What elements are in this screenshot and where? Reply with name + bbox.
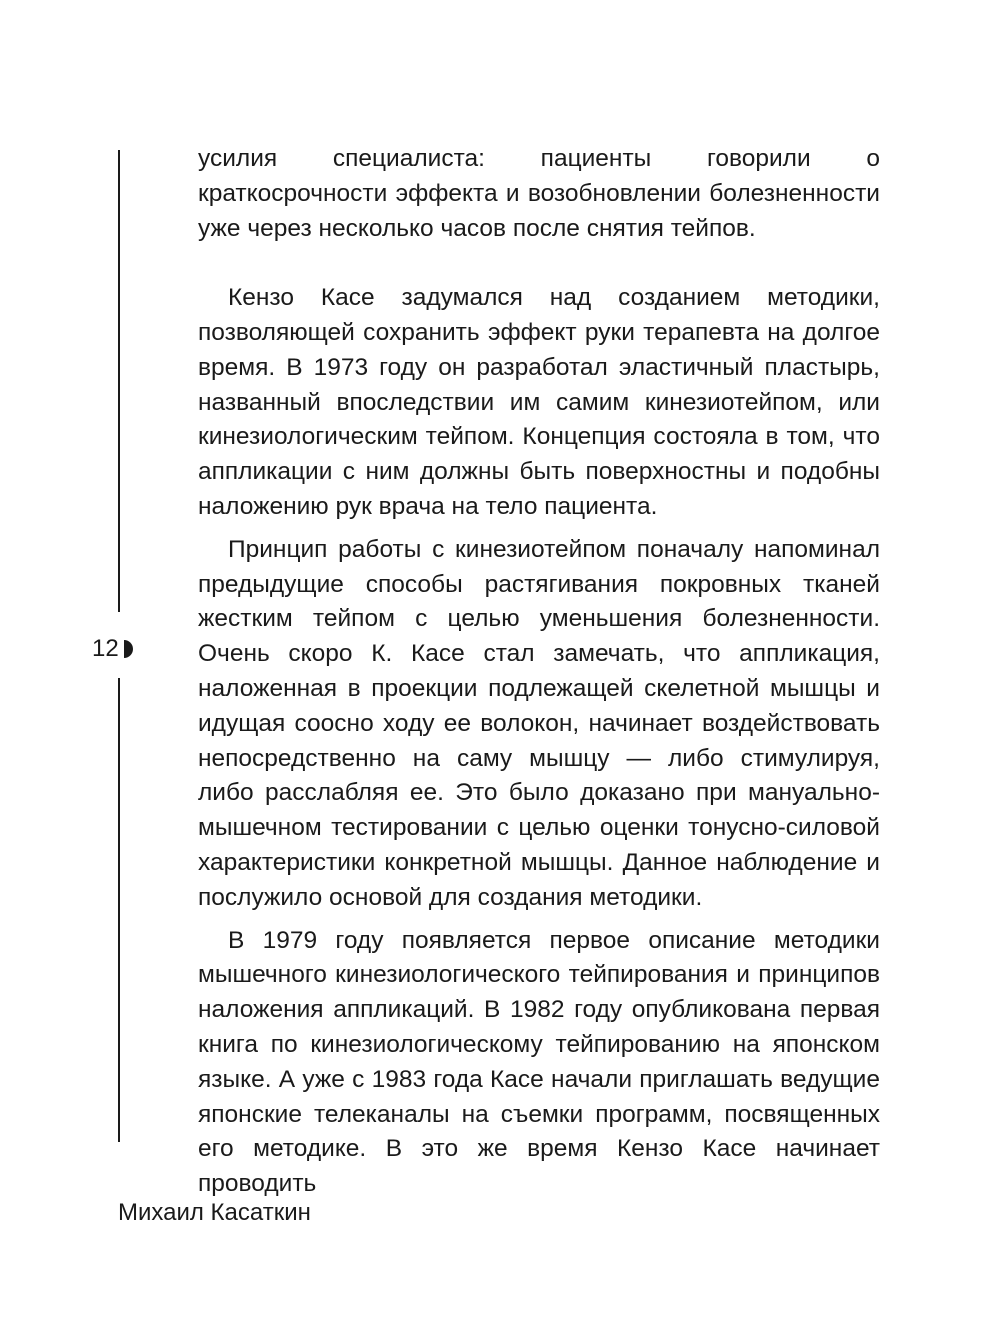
body-text — [198, 142, 880, 1202]
paragraph: В 1979 году появляется первое описание методики мышечного кинезиологического тейпирования и принципов наложения аппликаций. В 1982 году опубликована первая книга по кинезиологическому тейпированию на японском языке. А уже с 1983 года Касе начали приглашать ведущие японские телеканалы на съемки программ, посвященных его методике. В это же время Кензо Касе начинает проводить — [198, 926, 880, 1198]
page-number: 12 — [92, 635, 119, 662]
margin-rule-bottom — [118, 678, 120, 1142]
margin-rule-top — [118, 150, 120, 612]
paragraph: усилия специалиста: пациенты говорили о краткосрочности эффекта и возобновлении болезненности уже через несколько часов после снятия тейпов. — [198, 145, 880, 242]
half-circle-icon — [124, 640, 133, 658]
page-marker — [92, 632, 133, 666]
paragraph: Принцип работы с кинезиотейпом поначалу напоминал предыдущие способы растягивания покровных тканей жестким тейпом с целью уменьшения болезненности. Очень скоро К. Касе стал замечать, что аппликация, наложенная в проекции подлежащей скелетной мышцы и идущая соосно ходу ее волокон, начинает воздействовать непосредственно на саму мышцу — либо стимулируя, либо расслабляя ее. Это было доказано при мануально-мышечном тестировании с целью оценки тонусно-силовой характеристики конкретной мышцы. Данное наблюдение и послужило основой для создания методики. — [198, 535, 880, 911]
paragraph: Кензо Касе задумался над созданием методики, позволяющей сохранить эффект руки терапевта на долгое время. В 1973 году он разработал эластичный пластырь, названный впоследствии им самим кинезиотейпом, или кинезиологическим тейпом. Концепция состояла в том, что аппликации с ним должны быть поверхностны и подобны наложению рук врача на тело пациента. — [198, 284, 880, 520]
running-footer-author: Михаил Касаткин — [118, 1199, 311, 1226]
